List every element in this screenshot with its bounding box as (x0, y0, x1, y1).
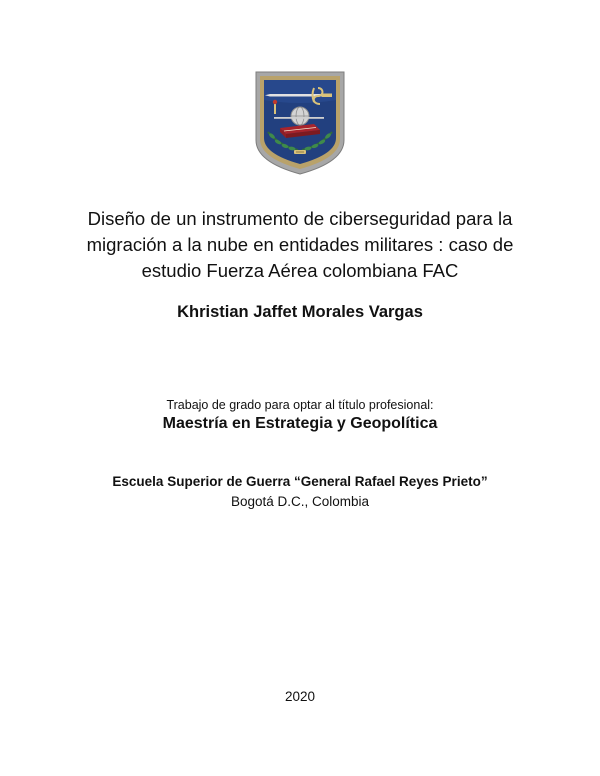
institution-location: Bogotá D.C., Colombia (230, 494, 370, 509)
document-year: 2020 (284, 689, 316, 704)
title-line: Diseño de un instrumento de ciberseguridad para la (87, 208, 513, 229)
title-line: estudio Fuerza Aérea colombiana FAC (141, 260, 459, 281)
degree-name: Maestría en Estrategia y Geopolítica (162, 415, 438, 432)
title-line: migración a la nube en entidades militares : caso de (86, 234, 514, 255)
institution-name: Escuela Superior de Guerra “General Rafael Reyes Prieto” (112, 474, 488, 489)
military-school-crest-icon (254, 70, 346, 176)
author-name: Khristian Jaffet Morales Vargas (177, 303, 423, 321)
document-title (60, 206, 540, 284)
degree-purpose: Trabajo de grado para optar al título profesional: (166, 398, 434, 412)
institution-crest (254, 70, 346, 176)
